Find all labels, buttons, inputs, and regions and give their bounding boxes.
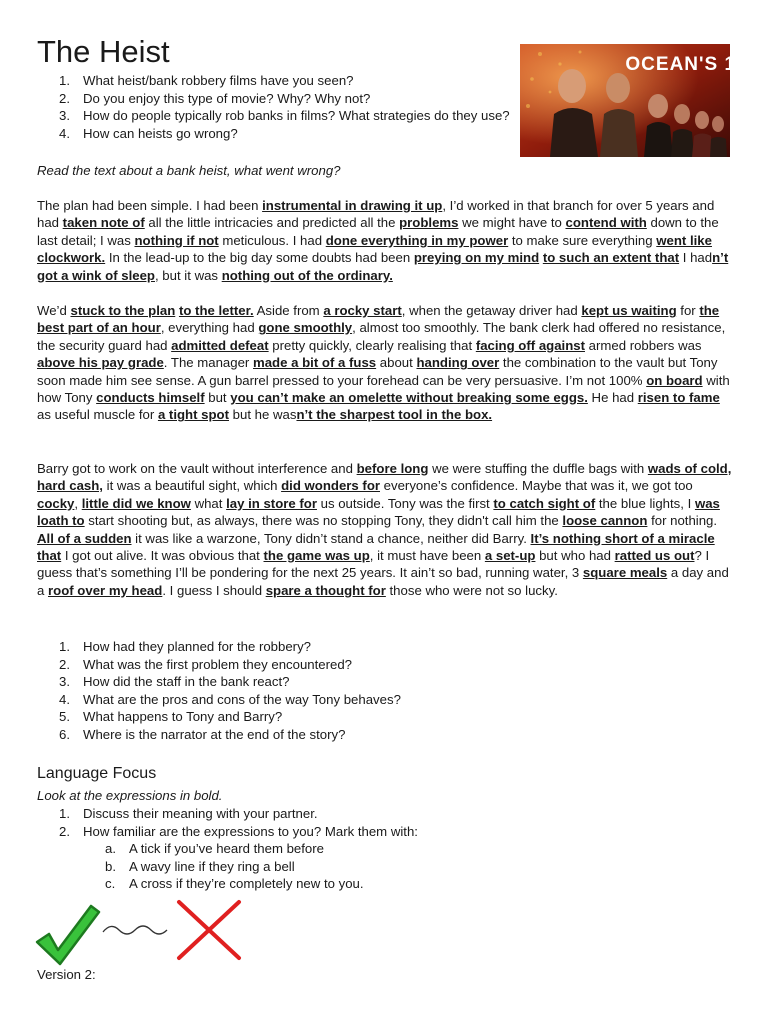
language-focus-heading: Language Focus — [37, 765, 157, 782]
story-text: the blue lights, I — [595, 495, 695, 511]
bold-expression: facing off against — [475, 337, 585, 353]
bold-expression: problems — [399, 215, 459, 231]
bold-expression: to the letter. — [178, 303, 254, 318]
story-text: as useful muscle for — [37, 407, 158, 423]
bold-expression: stuck to the plan — [70, 303, 176, 318]
bold-expression: spare a thought for — [265, 582, 386, 598]
list-item-text: How familiar are the expressions to you? Mark them with: — [83, 823, 418, 839]
bold-expression: a set-up — [484, 548, 536, 564]
story-text: for — [676, 303, 700, 318]
comprehension-question-list — [37, 638, 637, 743]
story-text: pretty quickly, clearly realising that — [268, 337, 476, 353]
story-text: , I’d worked in that branch for over 5 years and had — [37, 198, 715, 231]
bold-expression: nothing if not — [134, 232, 219, 248]
bold-expression: gone smoothly — [258, 320, 353, 336]
story-text: to make sure everything — [508, 232, 657, 248]
comprehension-question — [37, 673, 637, 691]
story-text: the combination to the vault but Tony soon made him see sense. A gun barrel pressed to your forehead can be very persuasive. I’m not 100% — [37, 355, 718, 388]
list-item-text: What was the first problem they encountered? — [83, 656, 353, 672]
list-item-text: How do people typically rob banks in films? What strategies do they use? — [83, 108, 510, 123]
bold-expression: preying on my mind — [413, 250, 540, 266]
bold-expression: was loath to — [37, 495, 720, 529]
bold-expression: on board — [646, 372, 703, 388]
story-text: but he was — [229, 407, 297, 423]
bold-expression: risen to fame — [637, 390, 720, 406]
list-number: 6. — [59, 726, 70, 742]
bold-expression: to catch sight of — [493, 495, 596, 511]
bold-expression: made a bit of a fuss — [253, 355, 377, 371]
list-item-text: What heist/bank robbery films have you seen? — [83, 73, 354, 88]
bold-expression: went like clockwork. — [37, 232, 712, 266]
marking-symbols — [33, 896, 253, 968]
story-text: it was like a warzone, Tony didn’t stand a chance, neither did Barry. — [131, 530, 531, 546]
story-text: . The manager — [163, 355, 253, 371]
bold-expression: you can’t make an omelette without breaking some eggs. — [230, 390, 588, 406]
list-number: c. — [105, 876, 116, 891]
story-paragraph-2 — [37, 302, 733, 424]
language-subtask — [83, 875, 583, 893]
story-text: , — [74, 495, 82, 511]
story-text: with how Tony — [37, 372, 730, 406]
story-text: we might have to — [458, 215, 566, 231]
list-number: b. — [105, 858, 116, 874]
story-text: . I guess I should — [162, 582, 266, 598]
bold-expression: did wonders for — [281, 478, 380, 494]
story-text: we were stuffing the duffle bags with — [428, 461, 648, 476]
bold-expression: loose cannon — [562, 513, 648, 529]
comprehension-question — [37, 656, 637, 674]
story-text: us outside. Tony was the first — [316, 495, 494, 511]
story-text: , when the getaway driver had — [401, 303, 582, 318]
bold-expression: It’s nothing short of a miracle that — [37, 530, 715, 564]
list-item-text: A tick if you’ve heard them before — [129, 841, 324, 856]
version-label: Version 2: — [37, 967, 96, 982]
bold-expression: before long — [356, 461, 429, 476]
warmup-question-list — [37, 72, 517, 142]
comprehension-question — [37, 638, 637, 656]
wavy-line-icon — [103, 926, 167, 934]
list-item-text: Discuss their meaning with your partner. — [83, 806, 318, 821]
list-number: 2. — [59, 823, 70, 839]
comprehension-question — [37, 708, 637, 726]
green-check-icon — [37, 906, 99, 964]
bold-expression: cocky — [37, 495, 75, 511]
story-text: about — [376, 355, 417, 371]
bold-expression: little did we know — [81, 495, 191, 511]
language-subtask — [83, 840, 583, 858]
warmup-question — [37, 90, 517, 108]
story-text: The plan had been simple. I had been — [37, 198, 263, 213]
bold-expression: n’t the sharpest tool in the box. — [296, 407, 493, 423]
list-number: 2. — [59, 656, 70, 672]
poster-title: OCEAN'S 11 — [625, 54, 747, 75]
warmup-question — [37, 72, 517, 90]
list-item-text: How did the staff in the bank react? — [83, 674, 290, 689]
story-text: In the lead-up to the big day some doubts had been — [105, 250, 414, 266]
language-subtask — [83, 858, 583, 876]
red-cross-icon — [179, 902, 239, 958]
poster-illustration — [520, 44, 747, 157]
bold-expression: nothing out of the ordinary. — [221, 267, 393, 283]
story-text: but who had — [535, 548, 615, 564]
bold-expression: All of a sudden — [37, 530, 132, 546]
list-number: 1. — [59, 806, 70, 821]
list-item-text: Where is the narrator at the end of the story? — [83, 726, 346, 742]
list-number: 3. — [59, 674, 70, 689]
story-text: all the little intricacies and predicted all the — [144, 215, 400, 231]
bold-expression: handing over — [416, 355, 500, 371]
list-number: 2. — [59, 90, 70, 106]
story-text: ? I guess that’s something I’ll be pondering for the next 25 years. It ain’t so bad, running water, 3 — [37, 548, 710, 581]
language-task-list — [37, 805, 637, 840]
story-text: down to the last detail; I was — [37, 215, 719, 248]
bold-expression: a rocky start — [323, 303, 402, 318]
story-paragraph-3 — [37, 460, 733, 599]
list-number: 1. — [59, 639, 70, 654]
language-task — [37, 823, 637, 841]
comprehension-question — [37, 691, 637, 709]
bold-expression: lay in store for — [226, 495, 317, 511]
story-text: He had — [587, 390, 638, 406]
bold-expression: above his pay grade — [37, 355, 164, 371]
story-text: a day and a — [37, 565, 729, 598]
bold-expression: square meals — [582, 565, 668, 581]
story-text: those who were not so lucky. — [385, 582, 558, 598]
bold-expression: instrumental in drawing it up — [262, 198, 443, 213]
bold-expression: n’t got a wink of sleep — [37, 250, 729, 283]
reading-instruction: Read the text about a bank heist, what went wrong? — [37, 163, 341, 178]
list-item-text: How can heists go wrong? — [83, 125, 238, 141]
story-text: armed robbers was — [584, 337, 702, 353]
story-text: Barry got to work on the vault without interference and — [37, 461, 357, 476]
list-number: 1. — [59, 73, 70, 88]
language-focus-instruction: Look at the expressions in bold. — [37, 788, 223, 803]
list-number: a. — [105, 841, 116, 856]
bold-expression: admitted defeat — [171, 337, 269, 353]
list-item-text: Do you enjoy this type of movie? Why? Why not? — [83, 90, 371, 106]
list-number: 4. — [59, 691, 70, 707]
bold-expression: the best part of an hour — [37, 303, 720, 336]
story-text: Aside from — [253, 303, 324, 318]
warmup-question — [37, 125, 517, 143]
story-text: start shooting but, as always, there was no stopping Tony, they didn't call him the — [84, 513, 563, 529]
language-subtask-list — [83, 840, 583, 893]
list-number: 4. — [59, 125, 70, 141]
list-item-text: A wavy line if they ring a bell — [129, 858, 295, 874]
bold-expression: to such an extent that — [542, 250, 680, 266]
movie-poster-image — [520, 44, 747, 157]
bold-expression: kept us waiting — [581, 303, 677, 318]
list-item-text: How had they planned for the robbery? — [83, 639, 311, 654]
story-paragraph-1 — [37, 197, 733, 284]
bold-expression: a tight spot — [157, 407, 229, 423]
page-title: The Heist — [37, 34, 170, 69]
bold-expression: wads of cold, hard cash, — [37, 461, 732, 494]
story-text: I had — [679, 250, 713, 266]
story-text: for nothing. — [647, 513, 718, 529]
story-text: We’d — [37, 303, 71, 318]
bold-expression: done everything in my power — [325, 232, 509, 248]
list-item-text: A cross if they’re completely new to you. — [129, 876, 364, 891]
story-text: everyone’s confidence. Maybe that was it, we got too — [380, 478, 693, 494]
bold-expression: the game was up — [263, 548, 370, 564]
story-text: meticulous. I had — [218, 232, 326, 248]
story-text: what — [190, 495, 227, 511]
story-text: , almost too smoothly. The bank clerk had offered no resistance, the security guard had — [37, 320, 726, 353]
bold-expression: roof over my head — [48, 582, 163, 598]
story-text: but — [204, 390, 231, 406]
list-item-text: What happens to Tony and Barry? — [83, 709, 283, 724]
list-number: 5. — [59, 709, 70, 724]
story-text: , it must have been — [369, 548, 485, 564]
bold-expression: conducts himself — [96, 390, 205, 406]
list-number: 3. — [59, 108, 70, 123]
story-text: it was a beautiful sight, which — [102, 478, 282, 494]
story-text: , everything had — [160, 320, 259, 336]
story-text: , but it was — [154, 267, 222, 283]
list-item-text: What are the pros and cons of the way Tony behaves? — [83, 691, 401, 707]
bold-expression: contend with — [565, 215, 647, 231]
language-task — [37, 805, 637, 823]
bold-expression: taken note of — [62, 215, 145, 231]
comprehension-question — [37, 726, 637, 744]
story-text: I got out alive. It was obvious that — [61, 548, 264, 564]
bold-expression: ratted us out — [614, 548, 695, 564]
warmup-question — [37, 107, 517, 125]
